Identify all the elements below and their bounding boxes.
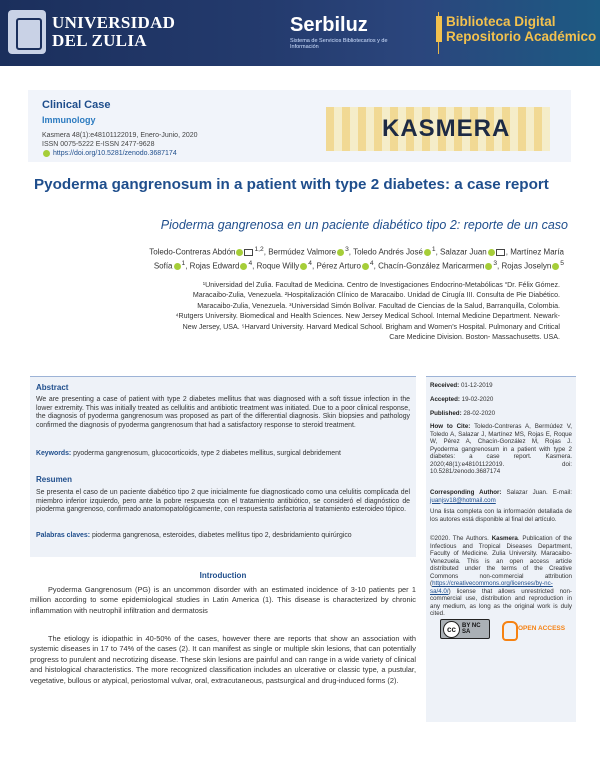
received-date: Received: 01-12-2019 <box>430 382 493 389</box>
intro-paragraph-1: Pyoderma Gangrenosum (PG) is an uncommon disorder with an estimated incidence of 3-10 patients per 1 million according to some epidemiological studies in Latin America (1). This disease is characterized by chronic inflammation with neutrophil infiltration and dermatosis <box>30 585 416 615</box>
repository-banner <box>0 0 600 66</box>
email-icon[interactable] <box>244 249 253 256</box>
article-info-sidebar <box>426 376 576 722</box>
article-subtitle: Pioderma gangrenosa en un paciente diabético tipo 2: reporte de un caso <box>160 218 568 232</box>
biblioteca-digital-title: Biblioteca Digital Repositorio Académico <box>446 14 596 44</box>
published-date: Published: 28-02-2020 <box>430 410 496 417</box>
orcid-icon[interactable] <box>236 249 243 256</box>
university-name: UNIVERSIDAD DEL ZULIA <box>52 13 176 50</box>
palabras-claves: Palabras claves: pioderma gangrenosa, esteroides, diabetes mellitus tipo 2, desbridamiento quirúrgico <box>36 532 352 539</box>
email-icon[interactable] <box>496 249 505 256</box>
introduction-heading: Introduction <box>199 571 247 580</box>
section-label: Clinical Case <box>42 99 111 111</box>
abstract-text: We are presenting a case of patient with type 2 diabetes mellitus that was diagnosed with a soft tissue infection in the lower extremity. This was initially treated as cellulitis and antibiotic treatment was initiated. Due to a poor clinical response, the diagnosis of pyoderma gangrenosum was proposed as part of the differential diagnosis. Skin biopsies and pathology confirmed the diagnosis of pyoderma gangrenosum that had a satisfactory response to steroid treatment. <box>36 396 410 429</box>
corresponding-author: Corresponding Author: Salazar Juan. E-mail: juanjsv18@hotmail.com <box>430 489 572 504</box>
abstract-heading: Abstract <box>36 383 69 392</box>
author-list-note: Una lista completa con la información detallada de los autores está disponible al final del artículo. <box>430 508 572 523</box>
how-to-cite: How to Cite: Toledo-Contreras A, Bermúdez V, Toledo A, Salazar J, Martínez MS, Rojas E, Roque W, Pérez A, Chacín-González M, Rojas J. Pyoderma gangrenosum in a patient with type 2 diabetes: a case report. Kasmera. 2020;48(1):e48101122019. doi: 10.5281/zenodo.3687174 <box>430 423 573 475</box>
copyright-notice: ©2020. The Authors. Kasmera. Publication of the Infectious and Tropical Diseases Department, Faculty of Medicine. Zulia University. Maracaibo-Venezuela. This is an open access article distributed under the terms of the Creative Commons non-commercial attribution (https://creativecommons.org/licenses/by-nc-sa/4.0/) license that allows unrestricted non-commercial use, distribution and reproduction in any medium, as long as the original work is duly cited. <box>430 535 572 617</box>
journal-logo <box>326 107 550 151</box>
orcid-icon[interactable] <box>300 263 307 270</box>
author-list: Toledo-Contreras Abdón $^{1,2}$, Bermúdez Valmore $^3$, Toledo Andrés José $^1$, Salazar Juan , Martínez María Sofía $^1$, Rojas Edward $^4$, Roque Willy $^4$, Pérez Arturo $^4$, Chacín-González Maricarmen $^3$, Rojas Joselyn $^5$ <box>149 246 564 271</box>
orcid-icon[interactable] <box>424 249 431 256</box>
keywords: Keywords: pyoderma gangrenosum, glucocorticoids, type 2 diabetes mellitus, surgical debridement <box>36 450 341 457</box>
abstract-box <box>30 376 416 557</box>
resumen-heading: Resumen <box>36 475 73 484</box>
doi-icon <box>43 150 50 157</box>
cc-icon: cc <box>443 621 460 638</box>
doi-link[interactable]: https://doi.org/10.5281/zenodo.3687174 <box>52 150 177 158</box>
article-title: Pyoderma gangrenosum in a patient with type 2 diabetes: a case report <box>34 176 549 193</box>
open-access-badge: OPEN ACCESS <box>502 619 566 641</box>
orcid-icon[interactable] <box>240 263 247 270</box>
intro-paragraph-2: The etiology is idiopathic in 40-50% of the cases, however there are reports that show an association with systemic diseases in 17 to 74% of the cases (2). It can manifest as single or multiple skin lesions, that can potentially progress to purulent and necrotizing disease. These skin lesions are painful and can range in a wide variety of clinical and histological characteristics. The more recognized classification includes an ulcerative or classic type, a pustular, vegetative, bullous or atypical, periostomal vulvar, oral, extracutaneous, pastsurgical and drug-induced forms (2). <box>30 634 416 685</box>
subsection-label: Immunology <box>42 115 96 125</box>
open-access-lock-icon <box>502 621 518 641</box>
orcid-icon[interactable] <box>362 263 369 270</box>
affiliations: ¹Universidad del Zulia. Facultad de Medicina. Centro de Investigaciones Endocrino-Metabólicas “Dr. Félix Gómez. Maracaibo-Zulia, Venezuela. ²Hospitalización Clínico de Maracaibo. Unidad de Cirugía III. Consulta de Pie Diabético. Maracaibo-Zulia, Venezuela. ³Universidad Simón Bolívar. Facultad de Ciencias de la Salud, Barranquilla, Colombia. ⁴Rutgers University. Biomedical and Health Sciences. New Jersey Medical School. Internal Medicine Department. Newark- New Jersey, USA. ⁵Harvard University. Harvard Medical School. Brigham and Women’s Hospital. Pulmonary and Critical Care Medicine Division. Boston- Massachusetts. USA. <box>175 281 560 342</box>
orcid-icon[interactable] <box>488 249 495 256</box>
serbiluz-logo-text: Serbiluz <box>290 14 368 36</box>
orcid-icon[interactable] <box>552 263 559 270</box>
resumen-text: Se presenta el caso de un paciente diabético tipo 2 que inicialmente fue diagnosticado como una celulitis complicada del miembro inferior izquierdo, pero ante la pobre respuesta con el tratamiento antibiótico, se consideró el diagnóstico de pioderma gangrenoso, confirmado anatomopatológicamente, con respuesta satisfactoria al tratamiento esteroideo tópico. <box>36 489 410 514</box>
book-icon <box>436 16 442 42</box>
license-link[interactable]: https://creativecommons.org/licenses/by-nc-sa/4.0/ <box>430 580 553 595</box>
university-crest-icon <box>8 10 46 54</box>
cc-license-type: BY NC SA <box>462 623 481 635</box>
accepted-date: Accepted: 19-02-2020 <box>430 396 494 403</box>
corresponding-email-link[interactable]: juanjsv18@hotmail.com <box>430 496 496 504</box>
orcid-icon[interactable] <box>337 249 344 256</box>
serbiluz-subtitle: Sistema de Servicios Bibliotecarios y de Información <box>290 38 388 50</box>
orcid-icon[interactable] <box>174 263 181 270</box>
orcid-icon[interactable] <box>485 263 492 270</box>
creative-commons-badge[interactable] <box>440 619 490 639</box>
journal-logo-text: KASMERA <box>382 115 511 142</box>
citation-meta: Kasmera 48(1):e48101122019, Enero-Junio, 2020 ISSN 0075-5222 E-ISSN 2477-9628 https://doi.org/10.5281/zenodo.3687174 <box>42 132 198 158</box>
